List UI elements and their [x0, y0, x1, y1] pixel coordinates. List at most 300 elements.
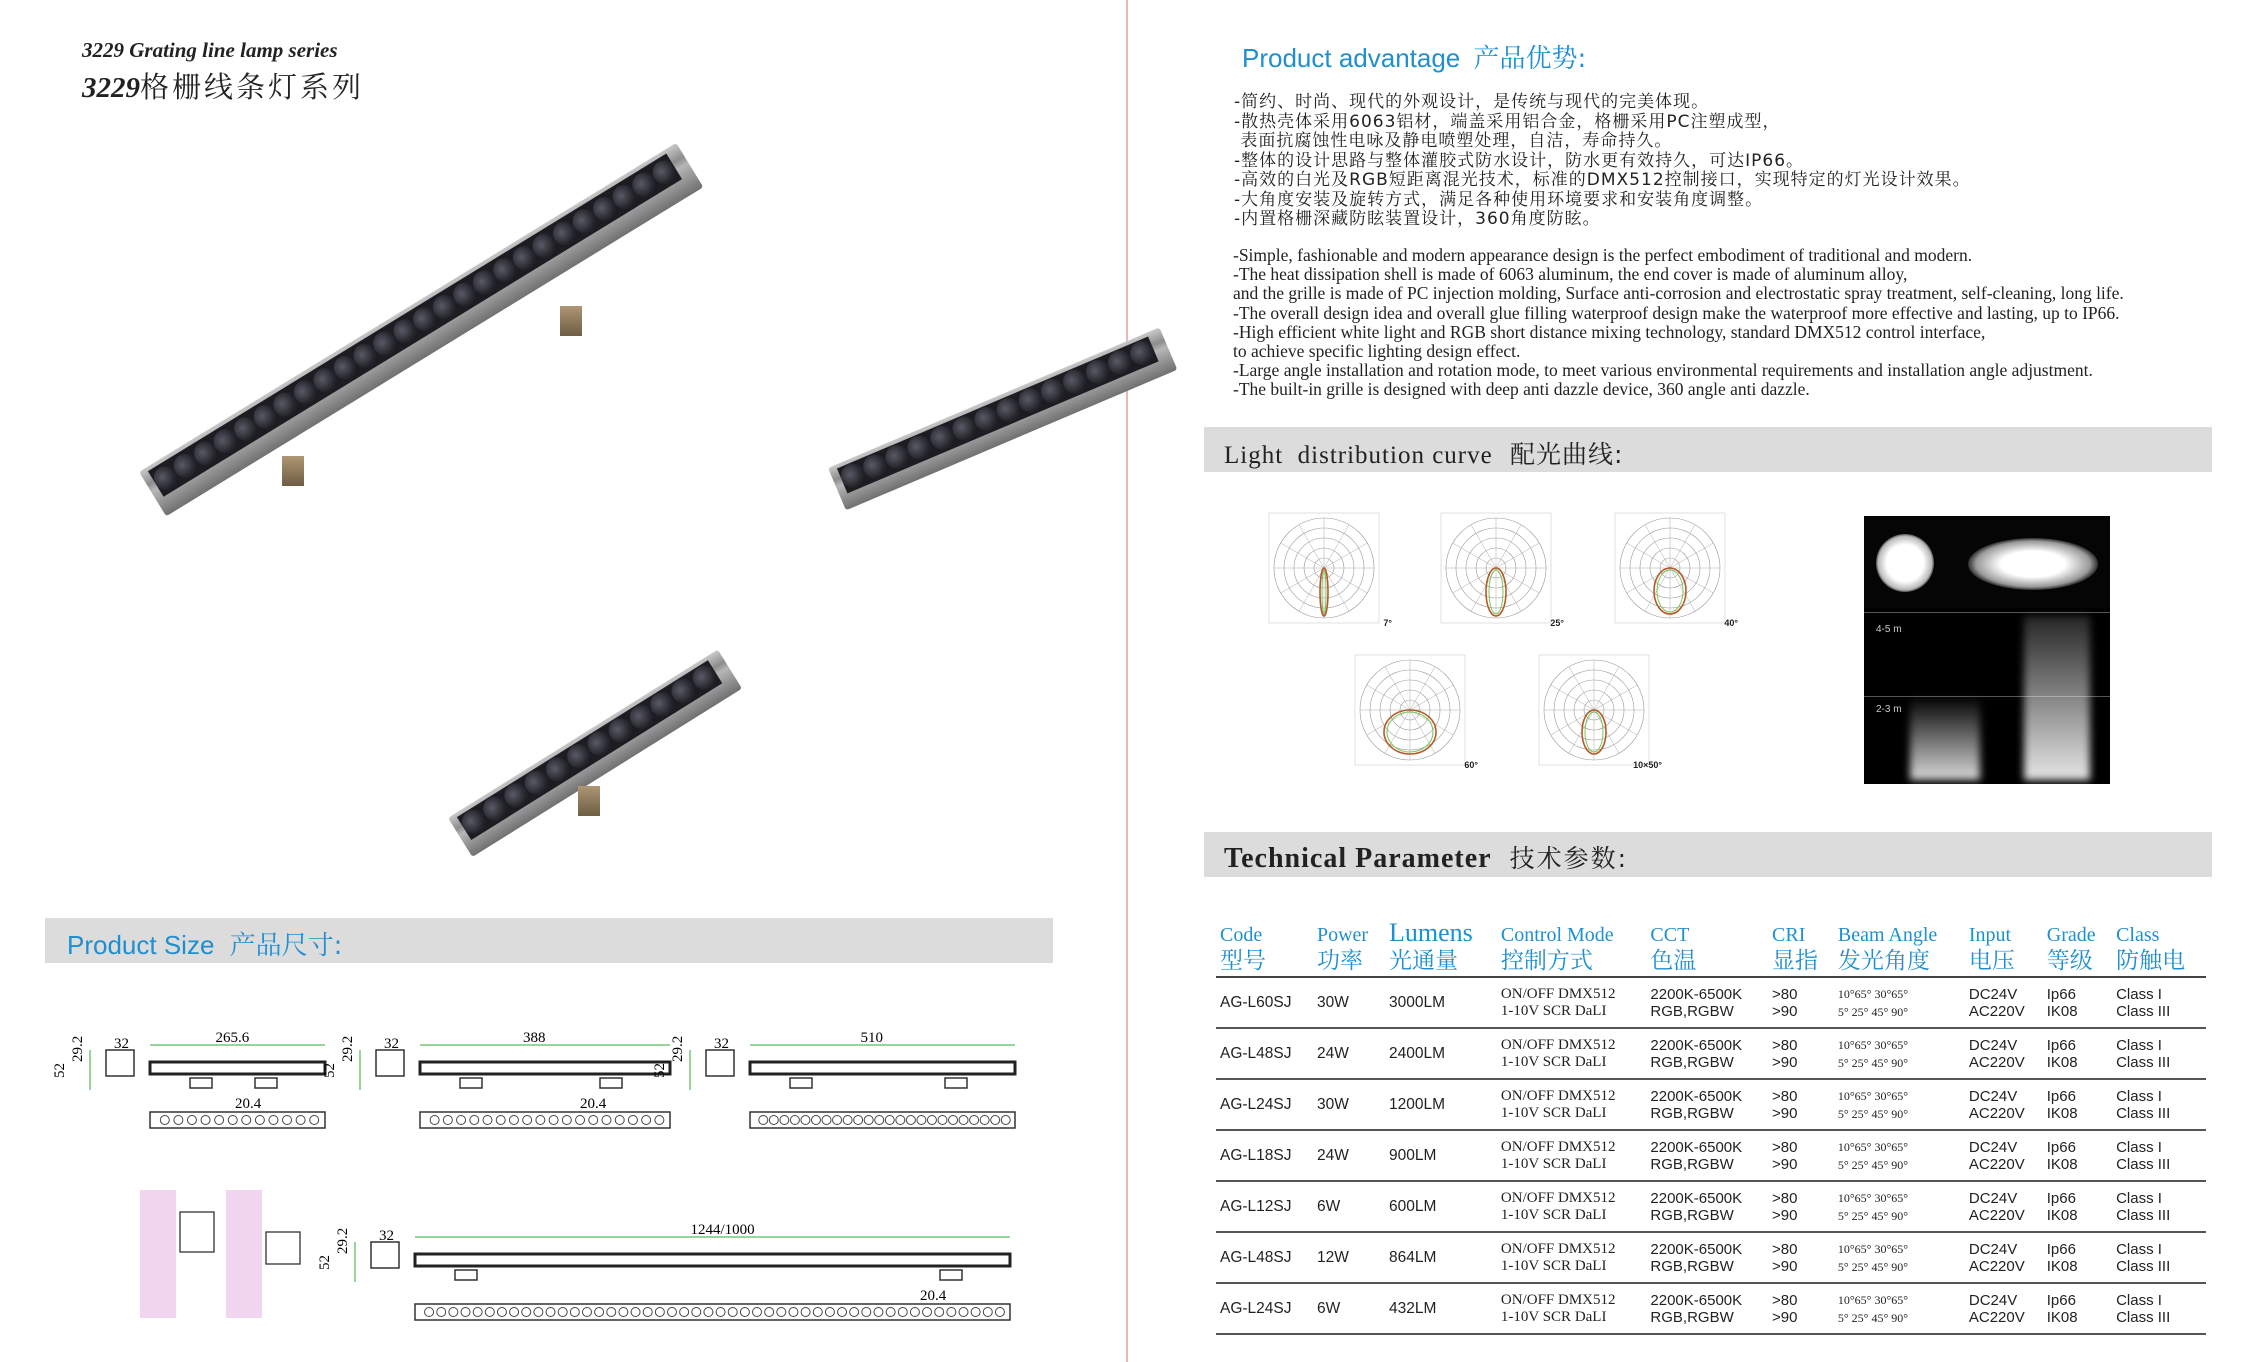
- cell-value: 2200K-6500K: [1650, 1036, 1743, 1054]
- table-cell: [1385, 1232, 1497, 1283]
- lamp-bracket: [578, 786, 600, 816]
- table-header-cell: [1768, 920, 1834, 977]
- cell-value: Class III: [2116, 1206, 2171, 1224]
- cell-value: 24W: [1316, 1146, 1349, 1164]
- cell-value: >90: [1772, 1053, 1798, 1071]
- table-cell: [1768, 1079, 1834, 1130]
- series-title-en: 3229 Grating line lamp series: [82, 38, 338, 62]
- table-cell: [1768, 1130, 1834, 1181]
- table-header-row: [1216, 920, 2206, 977]
- cell-value: 1-10V SCR DaLI: [1500, 1002, 1607, 1019]
- table-cell: [1834, 1283, 1965, 1334]
- cell-value: 12W: [1316, 1248, 1349, 1266]
- table-cell: [1834, 1181, 1965, 1232]
- tech-param-bar: [1204, 832, 2212, 877]
- table-cell: [1965, 977, 2043, 1028]
- header-en: CCT: [1650, 924, 1690, 946]
- advantage-heading: [1242, 38, 1586, 75]
- mount-bracket: [460, 1078, 482, 1088]
- lamp-side-view: [420, 1062, 670, 1074]
- cell-value: 2200K-6500K: [1650, 985, 1743, 1003]
- cell-value: AC220V: [1968, 1155, 2025, 1173]
- end-profile: [266, 1232, 300, 1264]
- cell-value: Ip66: [2046, 1240, 2076, 1258]
- table-cell: [1497, 1028, 1647, 1079]
- advantage-cn-list: [1234, 93, 1971, 230]
- cell-value: 10°65° 30°65°: [1837, 1088, 1909, 1103]
- table-header-cell: [1216, 920, 1313, 977]
- cell-value: 3000LM: [1389, 993, 1446, 1011]
- cell-value: ON/OFF DMX512: [1500, 985, 1616, 1002]
- cell-value: Class I: [2116, 1291, 2162, 1309]
- cell-value: ON/OFF DMX512: [1500, 1189, 1616, 1206]
- end-profile: [706, 1050, 734, 1076]
- table-cell: [1216, 1130, 1313, 1181]
- table-row: [1216, 1283, 2206, 1334]
- table-cell: [2112, 1028, 2206, 1079]
- product-size-bar: [45, 918, 1053, 963]
- cell-value: 1-10V SCR DaLI: [1500, 1206, 1607, 1223]
- cell-value: >90: [1772, 1206, 1798, 1224]
- end-profile: [376, 1050, 404, 1076]
- cell-value: 864LM: [1389, 1248, 1437, 1266]
- cell-value: >90: [1772, 1104, 1798, 1122]
- polar-angle-label: 25°: [1550, 618, 1564, 628]
- cell-value: Ip66: [2046, 985, 2076, 1003]
- tech-param-heading-cn: 技术参数:: [1509, 844, 1628, 873]
- cell-value: 2200K-6500K: [1650, 1189, 1743, 1207]
- dim-width: 32: [379, 1228, 394, 1244]
- lamp-side-view: [150, 1062, 325, 1074]
- cell-value: DC24V: [1968, 1036, 2018, 1054]
- cell-value: >80: [1772, 1189, 1798, 1207]
- table-cell: [2112, 1232, 2206, 1283]
- dim-pitch: 20.4: [580, 1096, 607, 1112]
- header-cn: 色温: [1650, 948, 1697, 974]
- cell-value: >80: [1772, 1138, 1798, 1156]
- table-cell: [2043, 1283, 2112, 1334]
- cell-value: DC24V: [1968, 1189, 2018, 1207]
- cell-value: IK08: [2046, 1053, 2078, 1071]
- cell-value: RGB,RGBW: [1650, 1308, 1734, 1326]
- cell-value: Class III: [2116, 1002, 2171, 1020]
- table-row: [1216, 1232, 2206, 1283]
- cell-value: RGB,RGBW: [1650, 1257, 1734, 1275]
- cell-value: 600LM: [1389, 1197, 1437, 1215]
- mount-bracket: [455, 1270, 477, 1280]
- cell-value: AG-L18SJ: [1220, 1146, 1292, 1164]
- cell-value: 5° 25° 45° 90°: [1837, 1106, 1909, 1121]
- cell-value: ON/OFF DMX512: [1500, 1291, 1616, 1308]
- dim-pitch: 20.4: [235, 1096, 262, 1112]
- tech-param-heading-en: Technical Parameter: [1224, 843, 1492, 874]
- cell-value: 900LM: [1389, 1146, 1437, 1164]
- cell-value: 1-10V SCR DaLI: [1500, 1257, 1607, 1274]
- advantage-en-line: -The overall design idea and overall glue filling waterproof design make the waterproof more effective and lasting, up to IP66.: [1233, 302, 2120, 323]
- table-cell: [1216, 1028, 1313, 1079]
- table-cell: [1313, 1181, 1385, 1232]
- dim-height: 29.2: [335, 1227, 351, 1254]
- table-cell: [1834, 1130, 1965, 1181]
- series-title: [82, 38, 364, 106]
- cell-value: 2200K-6500K: [1650, 1291, 1743, 1309]
- table-cell: [1965, 1130, 2043, 1181]
- cell-value: ON/OFF DMX512: [1500, 1240, 1616, 1257]
- cell-value: IK08: [2046, 1206, 2078, 1224]
- table-cell: [2112, 1283, 2206, 1334]
- header-en: Class: [2116, 924, 2160, 946]
- end-profile: [180, 1212, 214, 1252]
- cell-value: AC220V: [1968, 1104, 2025, 1122]
- advantage-en-line: to achieve specific lighting design effect.: [1233, 341, 1521, 362]
- cell-value: 1-10V SCR DaLI: [1500, 1308, 1607, 1325]
- cell-value: RGB,RGBW: [1650, 1104, 1734, 1122]
- cell-value: IK08: [2046, 1257, 2078, 1275]
- beam-photo: [1864, 516, 2110, 784]
- cell-value: 30W: [1316, 1095, 1349, 1113]
- table-cell: [2043, 1181, 2112, 1232]
- cell-value: DC24V: [1968, 1087, 2018, 1105]
- advantage-cn-line: -散热壳体采用6063铝材，端盖采用铝合金，格栅采用PC注塑成型，: [1234, 111, 1781, 132]
- cell-value: RGB,RGBW: [1650, 1002, 1734, 1020]
- table-header-cell: [1313, 920, 1385, 977]
- cell-value: Ip66: [2046, 1138, 2076, 1156]
- cell-value: 10°65° 30°65°: [1837, 1037, 1909, 1052]
- header-en: Power: [1316, 924, 1369, 946]
- header-en: Lumens: [1389, 918, 1473, 947]
- advantage-en-line: -High efficient white light and RGB short distance mixing technology, standard DMX512 control interface,: [1233, 321, 1986, 342]
- light-curve-heading-en: Light distribution curve: [1224, 442, 1493, 469]
- cell-value: 10°65° 30°65°: [1837, 1292, 1909, 1307]
- table-cell: [1216, 977, 1313, 1028]
- mount-bracket: [255, 1078, 277, 1088]
- cell-value: 432LM: [1389, 1299, 1437, 1317]
- series-number: 3229: [82, 72, 140, 104]
- lamp-photo-large: [139, 143, 703, 517]
- header-cn: 电压: [1968, 948, 2015, 974]
- dim-height: 29.2: [340, 1035, 356, 1062]
- table-cell: [1834, 1079, 1965, 1130]
- lamp-side-view: [750, 1062, 1015, 1074]
- table-cell: [1646, 1181, 1768, 1232]
- table-row: [1216, 1130, 2206, 1181]
- cell-value: Class III: [2116, 1053, 2171, 1071]
- cell-value: >90: [1772, 1308, 1798, 1326]
- table-cell: [1313, 1028, 1385, 1079]
- table-cell: [1834, 1232, 1965, 1283]
- photo-label-4-5m: 4-5 m: [1876, 624, 1902, 635]
- dimension-drawings: [0, 1000, 1100, 1340]
- cell-value: Class I: [2116, 1240, 2162, 1258]
- table-cell: [2112, 1079, 2206, 1130]
- cell-value: DC24V: [1968, 985, 2018, 1003]
- table-cell: [1313, 1130, 1385, 1181]
- cell-value: 5° 25° 45° 90°: [1837, 1157, 1909, 1172]
- table-cell: [2043, 1130, 2112, 1181]
- cell-value: >80: [1772, 985, 1798, 1003]
- table-row: [1216, 1079, 2206, 1130]
- header-en: Control Mode: [1500, 924, 1614, 946]
- cell-value: AC220V: [1968, 1257, 2025, 1275]
- lamp-bracket: [560, 306, 582, 336]
- polar-angle-label: 60°: [1464, 760, 1478, 770]
- cell-value: >80: [1772, 1291, 1798, 1309]
- product-size-heading-cn: 产品尺寸:: [229, 931, 343, 961]
- advantage-en-line: -The heat dissipation shell is made of 6063 aluminum, the end cover is made of aluminum alloy,: [1233, 264, 1908, 285]
- cell-value: 5° 25° 45° 90°: [1837, 1055, 1909, 1070]
- table-cell: [1313, 1283, 1385, 1334]
- table-cell: [2112, 1130, 2206, 1181]
- series-title-cn-line: [82, 65, 364, 106]
- lamp-photo-partial: [828, 327, 1177, 510]
- photo-label-2-3m: 2-3 m: [1876, 704, 1902, 715]
- table-cell: [2112, 977, 2206, 1028]
- cell-value: >90: [1772, 1155, 1798, 1173]
- cell-value: DC24V: [1968, 1240, 2018, 1258]
- advantage-en-line: -Large angle installation and rotation mode, to meet various environmental requirements and installation angle adjustment.: [1233, 360, 2093, 381]
- table-cell: [1768, 1232, 1834, 1283]
- cell-value: ON/OFF DMX512: [1500, 1138, 1616, 1155]
- header-en: Grade: [2046, 924, 2096, 946]
- dim-length: 265.6: [215, 1030, 250, 1046]
- table-header-cell: [1965, 920, 2043, 977]
- cell-value: Ip66: [2046, 1036, 2076, 1054]
- cell-value: IK08: [2046, 1104, 2078, 1122]
- table-cell: [1646, 1079, 1768, 1130]
- series-title-cn: 格栅线条灯系列: [140, 70, 365, 104]
- table-cell: [1216, 1283, 1313, 1334]
- table-cell: [1646, 1283, 1768, 1334]
- dim-height-total: 52: [52, 1063, 68, 1078]
- cell-value: 5° 25° 45° 90°: [1837, 1259, 1909, 1274]
- cell-value: 2200K-6500K: [1650, 1138, 1743, 1156]
- cell-value: 5° 25° 45° 90°: [1837, 1004, 1909, 1019]
- table-cell: [1646, 1028, 1768, 1079]
- table-cell: [1385, 1079, 1497, 1130]
- dim-width: 32: [714, 1036, 729, 1052]
- cell-value: RGB,RGBW: [1650, 1053, 1734, 1071]
- advantage-heading-en: Product advantage: [1242, 43, 1461, 73]
- table-cell: [1646, 977, 1768, 1028]
- table-cell: [1497, 1079, 1647, 1130]
- table-cell: [1965, 1028, 2043, 1079]
- table-cell: [1834, 977, 1965, 1028]
- cell-value: AG-L24SJ: [1220, 1095, 1292, 1113]
- table-row: [1216, 1028, 2206, 1079]
- dim-length: 1244/1000: [690, 1222, 755, 1238]
- table-cell: [1313, 1232, 1385, 1283]
- table-cell: [2043, 977, 2112, 1028]
- lamp-bracket: [282, 456, 304, 486]
- table-cell: [2043, 1232, 2112, 1283]
- table-cell: [1313, 1079, 1385, 1130]
- header-cn: 防触电: [2116, 948, 2186, 974]
- dim-width: 32: [114, 1036, 129, 1052]
- table-cell: [1385, 1283, 1497, 1334]
- polar-curve: [1538, 654, 1662, 770]
- table-row: [1216, 1181, 2206, 1232]
- cell-value: >90: [1772, 1002, 1798, 1020]
- cell-value: >80: [1772, 1087, 1798, 1105]
- polar-curve: [1354, 654, 1478, 770]
- table-cell: [1385, 1130, 1497, 1181]
- table-cell: [1965, 1232, 2043, 1283]
- header-en: Code: [1220, 924, 1263, 946]
- table-cell: [1768, 977, 1834, 1028]
- table-header-cell: [1497, 920, 1647, 977]
- advantage-cn-line: -简约、时尚、现代的外观设计，是传统与现代的完美体现。: [1234, 92, 1710, 112]
- table-cell: [1216, 1181, 1313, 1232]
- cell-value: Ip66: [2046, 1087, 2076, 1105]
- dim-height-total: 52: [652, 1063, 668, 1078]
- polar-angle-label: 10×50°: [1633, 760, 1662, 770]
- table-cell: [2043, 1079, 2112, 1130]
- header-en: Beam Angle: [1837, 924, 1938, 946]
- cell-value: 10°65° 30°65°: [1837, 986, 1909, 1001]
- wall-section: [226, 1190, 262, 1318]
- cell-value: RGB,RGBW: [1650, 1155, 1734, 1173]
- header-en: CRI: [1772, 924, 1806, 946]
- cell-value: Class I: [2116, 1138, 2162, 1156]
- cell-value: Class III: [2116, 1104, 2171, 1122]
- cell-value: Class I: [2116, 985, 2162, 1003]
- advantage-en-list: [1233, 246, 2124, 400]
- polar-angle-label: 7°: [1383, 618, 1392, 628]
- table-cell: [1497, 1283, 1647, 1334]
- cell-value: 5° 25° 45° 90°: [1837, 1208, 1909, 1223]
- cell-value: >80: [1772, 1240, 1798, 1258]
- advantage-cn-line: 表面抗腐蚀性电咏及静电喷塑处理，自洁，寿命持久。: [1234, 131, 1673, 151]
- table-body: [1216, 977, 2206, 1334]
- cell-value: Class III: [2116, 1308, 2171, 1326]
- dim-height-total: 52: [322, 1063, 338, 1078]
- header-en: Input: [1968, 924, 2012, 946]
- cell-value: 2400LM: [1389, 1044, 1446, 1062]
- table-cell: [2043, 1028, 2112, 1079]
- cell-value: AC220V: [1968, 1308, 2025, 1326]
- cell-value: 24W: [1316, 1044, 1349, 1062]
- polar-curve: [1268, 512, 1392, 628]
- table-cell: [1768, 1181, 1834, 1232]
- cell-value: DC24V: [1968, 1138, 2018, 1156]
- polar-curve: [1440, 512, 1564, 628]
- header-cn: 发光角度: [1837, 948, 1930, 974]
- cell-value: 5° 25° 45° 90°: [1837, 1310, 1909, 1325]
- table-cell: [1385, 1181, 1497, 1232]
- header-cn: 型号: [1220, 948, 1266, 974]
- cell-value: AG-L48SJ: [1220, 1248, 1292, 1266]
- cell-value: Class I: [2116, 1189, 2162, 1207]
- table-header-cell: [2043, 920, 2112, 977]
- header-cn: 控制方式: [1500, 948, 1593, 974]
- cell-value: >80: [1772, 1036, 1798, 1054]
- dim-height-total: 52: [317, 1255, 333, 1270]
- end-profile: [106, 1050, 134, 1076]
- cell-value: DC24V: [1968, 1291, 2018, 1309]
- cell-value: IK08: [2046, 1308, 2078, 1326]
- advantage-heading-cn: 产品优势:: [1473, 44, 1587, 74]
- cell-value: 10°65° 30°65°: [1837, 1139, 1909, 1154]
- advantage-en-line: -The built-in grille is designed with deep anti dazzle device, 360 angle anti dazzle.: [1233, 379, 1810, 400]
- table-row: [1216, 977, 2206, 1028]
- cell-value: AG-L12SJ: [1220, 1197, 1292, 1215]
- cell-value: 10°65° 30°65°: [1837, 1190, 1909, 1205]
- table-cell: [1497, 977, 1647, 1028]
- table-cell: [1965, 1079, 2043, 1130]
- product-size-heading-en: Product Size: [67, 930, 215, 960]
- table-cell: [1965, 1283, 2043, 1334]
- dim-pitch: 20.4: [920, 1288, 947, 1304]
- dim-height: 29.2: [670, 1035, 686, 1062]
- cell-value: ON/OFF DMX512: [1500, 1036, 1616, 1053]
- cell-value: ON/OFF DMX512: [1500, 1087, 1616, 1104]
- cell-value: Class I: [2116, 1087, 2162, 1105]
- header-cn: 功率: [1316, 948, 1363, 974]
- dim-height: 29.2: [70, 1035, 86, 1062]
- cell-value: AC220V: [1968, 1206, 2025, 1224]
- table-cell: [1216, 1079, 1313, 1130]
- table-cell: [2112, 1181, 2206, 1232]
- table-cell: [1834, 1028, 1965, 1079]
- cell-value: 1-10V SCR DaLI: [1500, 1053, 1607, 1070]
- cell-value: 1-10V SCR DaLI: [1500, 1104, 1607, 1121]
- cell-value: 10°65° 30°65°: [1837, 1241, 1909, 1256]
- cell-value: 30W: [1316, 993, 1349, 1011]
- lamp-photo-small: [448, 649, 742, 857]
- page-divider: [1126, 0, 1128, 1362]
- cell-value: Class I: [2116, 1036, 2162, 1054]
- cell-value: >90: [1772, 1257, 1798, 1275]
- table-cell: [1768, 1028, 1834, 1079]
- cell-value: Class III: [2116, 1257, 2171, 1275]
- cell-value: 6W: [1316, 1197, 1341, 1215]
- table-cell: [1385, 977, 1497, 1028]
- cell-value: AG-L60SJ: [1220, 993, 1292, 1011]
- table-cell: [1646, 1232, 1768, 1283]
- advantage-cn-line: -整体的设计思路与整体灌胶式防水设计，防水更有效持久，可达IP66。: [1234, 150, 1805, 171]
- table-header-cell: [1834, 920, 1965, 977]
- table-header-cell: [2112, 920, 2206, 977]
- cell-value: IK08: [2046, 1002, 2078, 1020]
- cell-value: AG-L48SJ: [1220, 1044, 1292, 1062]
- table-cell: [1497, 1130, 1647, 1181]
- table-header-cell: [1646, 920, 1768, 977]
- table-cell: [1385, 1028, 1497, 1079]
- cell-value: RGB,RGBW: [1650, 1206, 1734, 1224]
- wall-section: [140, 1190, 176, 1318]
- header-cn: 等级: [2046, 948, 2093, 974]
- advantage-cn-line: -内置格栅深藏防眩装置设计，360角度防眩。: [1234, 209, 1601, 229]
- cell-value: IK08: [2046, 1155, 2078, 1173]
- table-cell: [1768, 1283, 1834, 1334]
- cell-value: 2200K-6500K: [1650, 1087, 1743, 1105]
- table-cell: [1497, 1181, 1647, 1232]
- cell-value: 6W: [1316, 1299, 1341, 1317]
- table-cell: [1497, 1232, 1647, 1283]
- cell-value: Class III: [2116, 1155, 2171, 1173]
- cell-value: 1-10V SCR DaLI: [1500, 1155, 1607, 1172]
- end-profile: [371, 1242, 399, 1268]
- advantage-cn-line: -大角度安装及旋转方式，满足各种使用环境要求和安装角度调整。: [1234, 189, 1764, 210]
- table-header-cell: [1385, 920, 1497, 977]
- table-cell: [1965, 1181, 2043, 1232]
- dim-length: 388: [523, 1030, 546, 1046]
- mount-bracket: [190, 1078, 212, 1088]
- polar-angle-label: 40°: [1724, 618, 1738, 628]
- table-cell: [1216, 1232, 1313, 1283]
- table-cell: [1646, 1130, 1768, 1181]
- light-curve-bar: [1204, 427, 2212, 472]
